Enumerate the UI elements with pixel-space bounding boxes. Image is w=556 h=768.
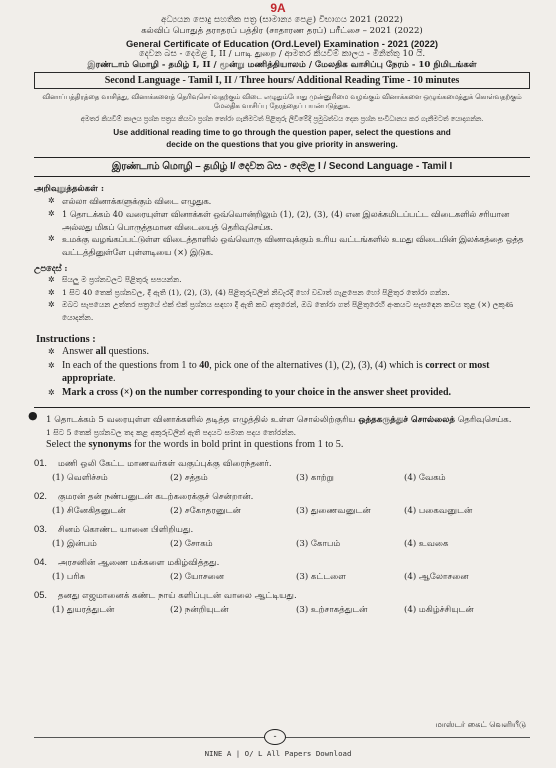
option: (4) மகிழ்ச்சியுடன் [404,605,474,616]
instruction-si-1: ✲ සියලු ම ප්‍රශ්නවලට පිළිතුරු සපයන්න. [48,274,530,286]
question-stem: மணி ஒலி கேட்ட மாணவர்கள் வகுப்புக்கு விரைந்தனர். [58,459,272,470]
section-title: இரண்டாம் மொழி – தமிழ் I/ දෙවන බස - දෙමළ I / Second Language - Tamil I [111,161,453,173]
option: (2) நன்றியுடன் [170,605,229,616]
bullet-icon: ✲ [48,387,55,397]
instruction-si-2: ✲ 1 සිට 40 තෙක් ප්‍රශ්නවල, දී ඇති (1), (2), (3), (4) පිළිතුරුවලින් නිවැරදි හෝ වඩාත් ගැළපෙන හෝ පිළිතුර තෝරා ගන්න. [48,287,530,299]
intro-sinhala: 1 සිට 5 තෙක් ප්‍රශ්නවල තද කළ අකුරුවලින් ඇති පදයට සමාන පදය තෝරන්න. [46,427,297,437]
bullet-icon: ✲ [48,287,55,297]
option: (2) சத்தம் [170,473,208,484]
bullet-icon: ✲ [48,275,55,285]
intro-tamil: ● 1 தொடக்கம் 5 வரையுள்ள வினாக்களில் தடித்த எழுத்தில் உள்ள சொல்லிற்குரிய ஒத்தகருத்துச் சொல்லைத் தெரிவுசெய்க. [28,409,512,426]
bullet-icon: ✲ [48,196,55,206]
instruction-ta-2: ✲ 1 தொடக்கம் 40 வரையுள்ள வினாக்கள் ஒவ்வொன்றிலும் (1), (2), (3), (4) என இலக்கமிடப்பட்ட விடைகளில் சரியான அல்லது மிகப் பொருத்தமான விடையைத் தெரிவுசெய்க. [48,208,509,232]
header-sinhala: අධ්‍යයන පොදු සහතික පත්‍ර (සාමාන්‍ය පෙළ) විභාගය 2021 (2022) [161,15,403,25]
additional-reading-si: අමතර කියවීම් කාලය ප්‍රශ්න පත්‍රය කියවා ප්‍රශ්න තෝරා ගැනීමටත් පිළිතුරු ලිවීමේදී ප්‍රමුඛත්වය දෙන ප්‍රශ්න සංවිධානය කර ගැනීමටත් යොදාගන්න. [80,115,484,124]
options [34,570,530,584]
additional-reading-ta: வினாப்பத்திரத்தை வாசித்து, வினாக்களைத் தெரிவுசெய்வதற்கும் விடை எழுதும்போது முன்னுரிமை வழங்கும் வினாக்களை ஒழுங்கமைத்துக் கொள்வதற்கும் மேலதிக வாசிப்பு நேரத்தைப் பயன்படுத்துக. [42,92,522,110]
option: (3) துணைவனுடன் [296,506,371,517]
bullet-icon: ✲ [48,208,55,218]
question-list [34,456,530,617]
instruction-ta-3: ✲ உமக்கு வழங்கப்பட்டுள்ள விடைத்தாளில் ஒவ்வொரு வினாவுக்கும் உரிய வட்டங்களில் உமது விடையின் இலக்கத்தை ஒத்த வட்டத்தினுள்ளே புள்ளடியை (×) இடுக. [48,234,524,257]
bullet-dot-icon: ● [28,409,38,423]
header-subject-si: දෙවන බස - දෙමළ I, II / பாடி துறை / ආමතර කියවීම් කාලය - මිනිත්තු 10 යි. [138,48,426,59]
bullet-icon: ✲ [48,234,55,244]
question-item: 03. சினம் கொண்ட யானை பிளிறியது. (1) இன்பம் (2) சோகம் (3) கோபம் (4) உவகை [34,522,530,551]
additional-en-line1: Use additional reading time to go through the question paper, select the questions and [113,128,451,138]
question-stem: அரசனின் ஆணை மக்களை மகிழ்வித்தது. [58,558,220,569]
option: (4) பகைவனுடன் [404,506,473,517]
question-item: 02. குமரன் தன் நண்பனுடன் கடற்கரைக்குச் சென்றான். (1) சினேகிதனுடன் (2) சகோதரனுடன் (3) துணைவனுடன் (4) பகைவனுடன் [34,489,530,518]
instruction-en-2: ✲ In each of the questions from 1 to 40, pick one of the alternatives (1), (2), (3), (4) which is correct or most appropriate. [48,359,490,385]
question-item: 01. மணி ஒலி கேட்ட மாணவர்கள் வகுப்புக்கு விரைந்தனர். (1) வெளிச்சம் (2) சத்தம் (3) காற்று (4) வேகம் [34,456,530,485]
instruction-si-3: ✲ ඔබට සැපයෙන උත්තර පත්‍රයේ එක් එක් ප්‍රශ්නය සඳහා දී ඇති කව අතුරෙන්, ඔබ තෝරා ගත් පිළිතුරෙහි අංකයට සැසඳෙන කවය තුළ (×) ලකුණ යොදන්න. [48,300,514,322]
instructions-en-head: Instructions : [36,333,96,345]
option: (2) யோசனை [170,572,225,583]
additional-en-line2: decide on the questions that you give priority in answering. [166,139,398,149]
intro-english: Select the synonyms for the words in bold print in questions from 1 to 5. [46,439,344,451]
instructions-si-head: උපදෙස් : [34,263,68,274]
question-stem: சினம் கொண்ட யானை பிளிறியது. [58,525,194,536]
option: (1) சினேகிதனுடன் [52,506,126,517]
page-number: - [264,729,286,745]
option: (1) துயரத்துடன் [52,605,115,616]
header-english: General Certificate of Education (Ord.Level) Examination - 2021 (2022) [125,37,439,49]
question-item: 05. தனது எஜமானைக் கண்ட நாய் களிப்புடன் வாலை ஆட்டியது. (1) துயரத்துடன் (2) நன்றியுடன் (3) உற்சாகத்துடன் (4) மகிழ்ச்சியுடன் [34,588,530,617]
option: (3) கோபம் [296,539,341,550]
instruction-en-3: ✲ Mark a cross (×) on the number corresponding to your choice in the answer sheet provided. [48,386,452,398]
bullet-icon: ✲ [48,300,55,310]
option: (1) பரிசு [52,572,86,583]
option: (4) வேகம் [404,473,446,484]
option: (4) உவகை [404,539,449,550]
options [34,471,530,485]
instruction-ta-1: ✲ எல்லா வினாக்களுக்கும் விடை எழுதுக. [48,196,212,207]
options [34,603,530,617]
option: (3) கட்டளை [296,572,346,583]
publisher-note: மாஸ்டர் கைட் வெளியீடு [435,720,526,729]
bullet-icon: ✲ [48,360,55,370]
option: (3) உற்சாகத்துடன் [296,605,368,616]
option: (2) சகோதரனுடன் [170,506,241,517]
subject-time-box: Second Language - Tamil I, II / Three hours/ Additional Reading Time - 10 minutes [34,72,530,88]
additional-reading-en [34,124,530,150]
options [34,537,530,551]
option: (4) ஆலோசனை [404,572,469,583]
instruction-en-1: ✲ Answer all questions. [48,345,149,357]
question-stem: குமரன் தன் நண்பனுடன் கடற்கரைக்குச் சென்றான். [58,492,254,503]
footer-text: NINE A | O/ L All Papers Download [204,749,352,758]
question-item: 04. அரசனின் ஆணை மக்களை மகிழ்வித்தது. (1) பரிசு (2) யோசனை (3) கட்டளை (4) ஆலோசனை [34,555,530,584]
options [34,504,530,518]
question-stem: தனது எஜமானைக் கண்ட நாய் களிப்புடன் வாலை ஆட்டியது. [58,591,297,602]
header-tamil: கல்விப் பொதுத் தராதரப் பத்திர (சாதாரண தரப்) பரீட்சை – 2021 (2022) [141,26,423,37]
option: (3) காற்று [296,473,334,484]
question-intro [28,408,530,452]
option: (1) வெளிச்சம் [52,473,108,484]
bullet-icon: ✲ [48,346,55,356]
option: (1) இன்பம் [52,539,97,550]
instructions-block [34,177,530,399]
header-subject-ta: இரண்டாம் மொழி - தமிழ் I, II / மூன்று மணித்தியாலம் / மேலதிக வாசிப்பு நேரம் - 10 நிமிடங்கள் [87,60,477,71]
page-tag: 9A [270,1,286,15]
instructions-ta-head: அறிவுறுத்தல்கள் : [34,184,105,195]
option: (2) சோகம் [170,539,213,550]
